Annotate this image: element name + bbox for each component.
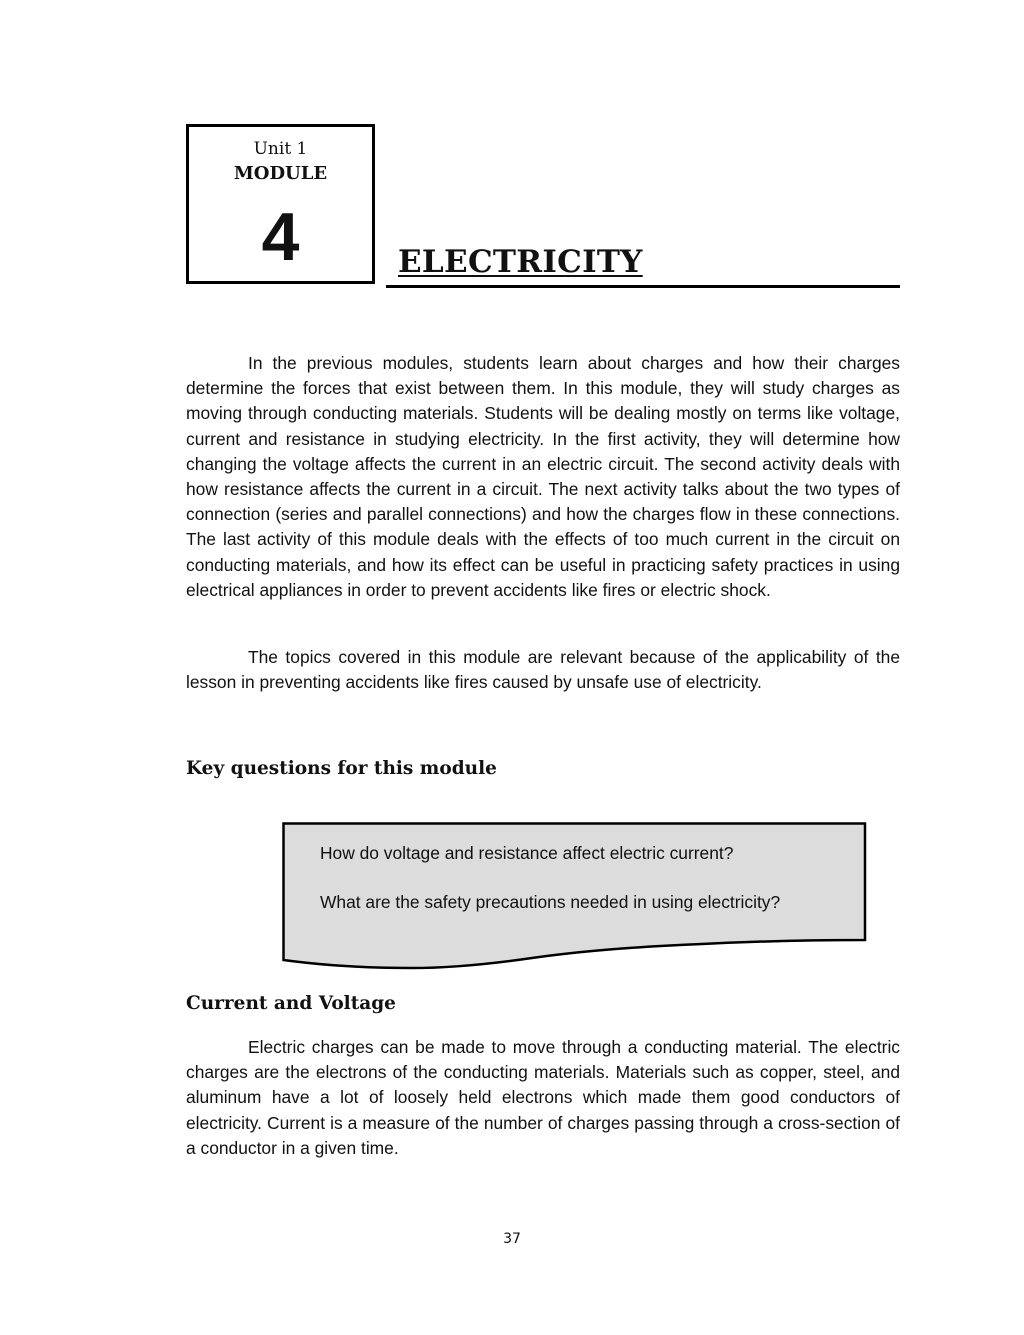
current-voltage-heading: Current and Voltage: [186, 993, 396, 1014]
module-number-box: [186, 124, 375, 284]
current-voltage-paragraph: Electric charges can be made to move through a conducting material. The electric charges are the electrons of the conducting materials. Materials such as copper, steel, and aluminum have a lot of loosely held electrons which made them good conductors of electricity. Current is a measure of the number of charges passing through a cross-section of a conductor in a given time.: [186, 1037, 900, 1158]
module-label: MODULE: [233, 163, 328, 184]
chapter-title: ELECTRICITY: [398, 244, 643, 280]
key-question-2: What are the safety precautions needed in using electricity?: [320, 892, 781, 912]
unit-label: Unit 1: [253, 139, 308, 159]
key-questions-box: [282, 822, 867, 972]
key-question-1: How do voltage and resistance affect electric current?: [320, 843, 734, 863]
intro-paragraph-2: The topics covered in this module are relevant because of the applicability of the lesson in preventing accidents like fires caused by unsafe use of electricity.: [186, 647, 900, 693]
intro-paragraph-1: In the previous modules, students learn about charges and how their charges determine the forces that exist between them. In this module, they will study charges as moving through conducting materials. Students will be dealing mostly on terms like voltage, current and resistance in studying electricity. In the first activity, they will determine how changing the voltage affects the current in an electric circuit. The second activity deals with how resistance affects the current in a circuit. The next activity talks about the two types of connection (series and parallel connections) and how the charges flow in these connections. The last activity of this module deals with the effects of too much current in the circuit on conducting materials, and how its effect can be useful in practicing safety practices in using electrical appliances in order to prevent accidents like fires or electric shock.: [186, 353, 900, 600]
key-questions-heading: Key questions for this module: [186, 758, 497, 779]
page-number: 37: [503, 1231, 521, 1247]
title-underline-rule: [386, 285, 900, 288]
module-number: 4: [261, 199, 300, 275]
